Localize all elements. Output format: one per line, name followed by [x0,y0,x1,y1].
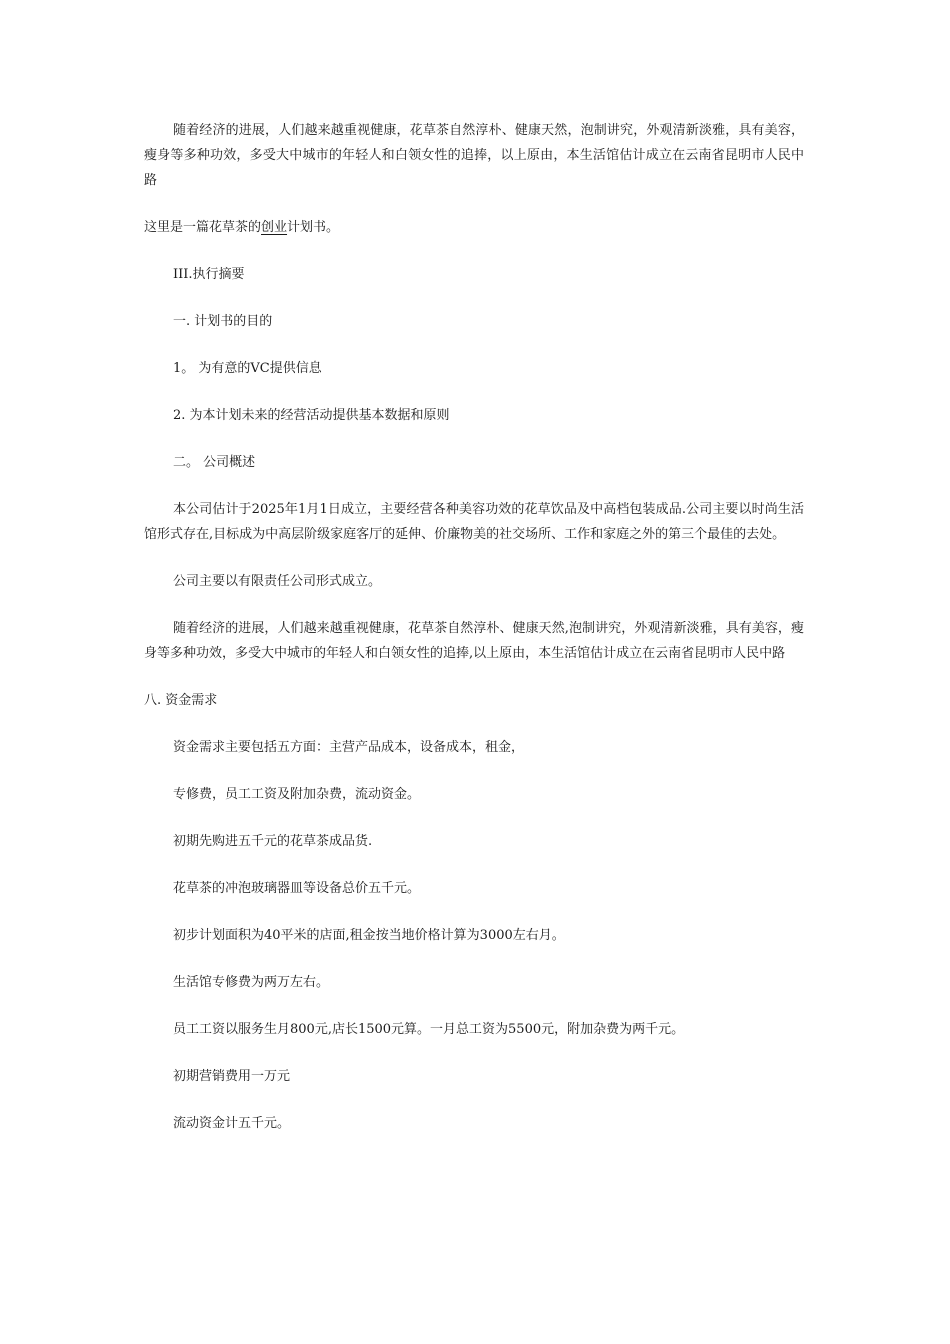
section-heading-funds: 八. 资金需求 [144,693,218,708]
funds-line: 花草茶的冲泡玻璃器皿等设备总价五千元。 [173,881,421,896]
company-overview-paragraph: 本公司估计于2025年1月1日成立，主要经营各种美容功效的花草饮品及中高档包装成品.公司主要以时尚生活馆形式存在,目标成为中高层阶级家庭客厅的延伸、价廉物美的社交场所、工作和家庭之外的第三个最佳的去处。 [144,502,804,542]
note-paragraph [144,215,804,240]
intro-paragraph-repeat: 随着经济的进展，人们越来越重视健康，花草茶自然淳朴、健康天然,泡制讲究，外观清新淡雅，具有美容，瘦身等多种功效，多受大中城市的年轻人和白领女性的追捧,以上原由，本生活馆估计成立在云南省昆明市人民中路 [144,621,804,661]
company-form-paragraph: 公司主要以有限责任公司形式成立。 [173,574,382,589]
list-item-purpose-2: 2. 为本计划未来的经营活动提供基本数据和原则 [173,408,450,423]
note-suffix: 计划书。 [287,220,340,235]
funds-line: 流动资金计五千元。 [173,1116,291,1131]
document-page [144,118,804,1158]
funds-line: 专修费，员工工资及附加杂费，流动资金。 [173,787,421,802]
funds-line: 初期营销费用一万元 [173,1069,291,1084]
subsection-heading-purpose: 一. 计划书的目的 [173,314,273,329]
funds-line: 员工工资以服务生月800元,店长1500元算。一月总工资为5500元，附加杂费为两千元。 [173,1022,685,1037]
startup-link[interactable]: 创业 [261,220,288,235]
funds-line: 初步计划面积为40平米的店面,租金按当地价格计算为3000左右月。 [173,928,565,943]
subsection-heading-company: 二。 公司概述 [173,455,256,470]
list-item-purpose-1: 1。 为有意的VC提供信息 [173,361,322,376]
section-heading-exec-summary: III.执行摘要 [173,267,245,282]
funds-line: 初期先购进五千元的花草茶成品货. [173,834,373,849]
funds-line: 生活馆专修费为两万左右。 [173,975,330,990]
note-prefix: 这里是一篇花草茶的 [144,220,262,235]
funds-line: 资金需求主要包括五方面：主营产品成本，设备成本，租金， [173,740,525,755]
intro-paragraph: 随着经济的进展，人们越来越重视健康，花草茶自然淳朴、健康天然，泡制讲究，外观清新淡雅，具有美容，瘦身等多种功效，多受大中城市的年轻人和白领女性的追捧，以上原由，本生活馆估计成立在云南省昆明市人民中路 [144,123,804,188]
